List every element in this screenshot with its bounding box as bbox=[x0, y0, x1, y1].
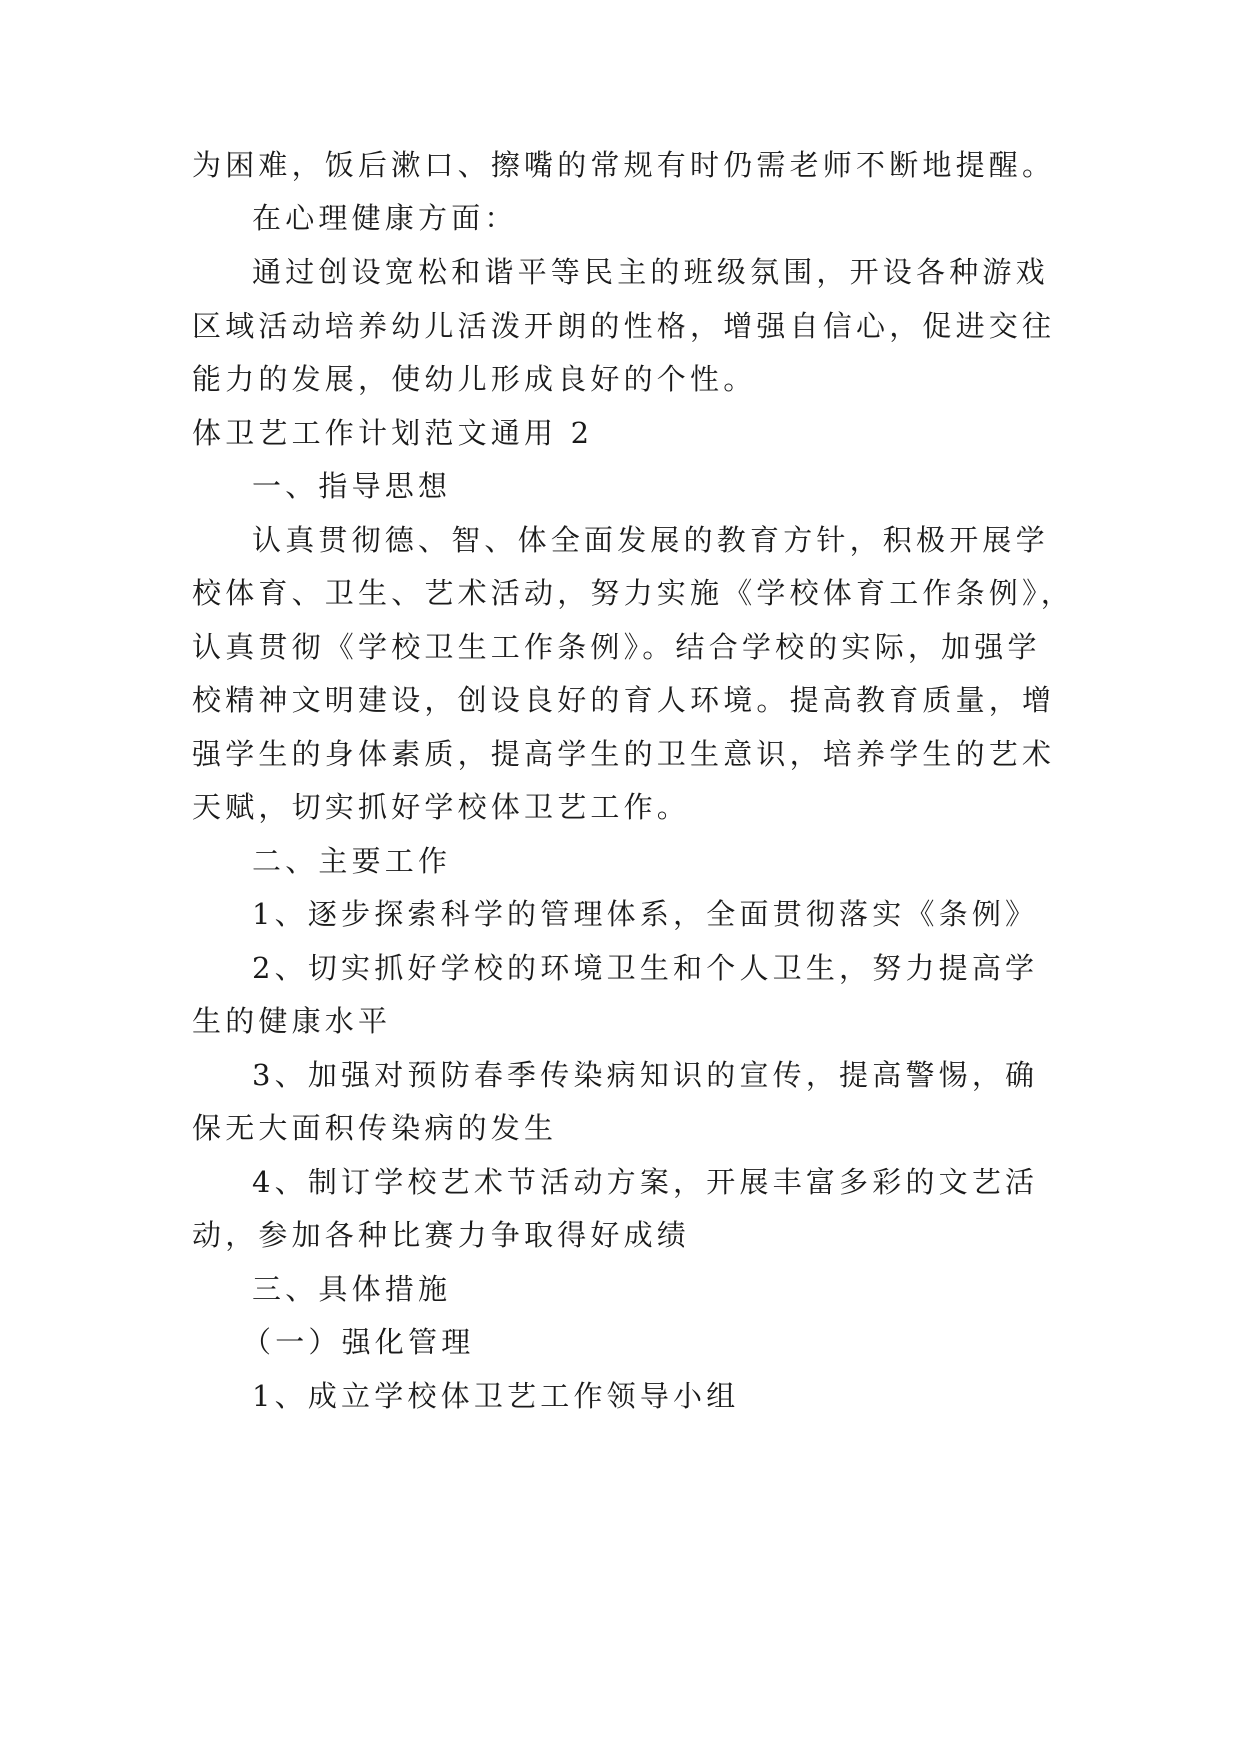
heading-specific-measures: 三、具体措施 bbox=[252, 1272, 452, 1306]
list-item: 1、成立学校体卫艺工作领导小组 bbox=[252, 1379, 740, 1413]
heading-main-work: 二、主要工作 bbox=[252, 844, 452, 878]
paragraph-line: 为困难，饭后漱口、擦嘴的常规有时仍需老师不断地提醒。 bbox=[192, 148, 1056, 182]
document-title: 体卫艺工作计划范文通用 2 bbox=[192, 416, 594, 450]
list-item: 1、逐步探索科学的管理体系，全面贯彻落实《条例》 bbox=[252, 897, 1039, 931]
subheading-strengthen-management: （一）强化管理 bbox=[242, 1325, 475, 1359]
list-item-continuation: 生的健康水平 bbox=[192, 1004, 392, 1038]
heading-guiding-thought: 一、指导思想 bbox=[252, 469, 452, 503]
list-item: 4、制订学校艺术节活动方案，开展丰富多彩的文艺活 bbox=[252, 1165, 1039, 1199]
paragraph-line: 认真贯彻《学校卫生工作条例》。结合学校的实际，加强学 bbox=[192, 630, 1041, 664]
section-label: 在心理健康方面： bbox=[252, 201, 518, 235]
list-item: 3、加强对预防春季传染病知识的宣传，提高警惕，确 bbox=[252, 1058, 1039, 1092]
list-item: 2、切实抓好学校的环境卫生和个人卫生，努力提高学 bbox=[252, 951, 1039, 985]
paragraph-line: 校精神文明建设，创设良好的育人环境。提高教育质量，增 bbox=[192, 683, 1056, 717]
paragraph-line: 天赋，切实抓好学校体卫艺工作。 bbox=[192, 790, 691, 824]
paragraph-line: 通过创设宽松和谐平等民主的班级氛围，开设各种游戏 bbox=[252, 255, 1049, 289]
paragraph-line: 校体育、卫生、艺术活动，努力实施《学校体育工作条例》， bbox=[192, 576, 1074, 610]
list-item-continuation: 保无大面积传染病的发生 bbox=[192, 1111, 558, 1145]
list-item-continuation: 动，参加各种比赛力争取得好成绩 bbox=[192, 1218, 691, 1252]
paragraph-line: 强学生的身体素质，提高学生的卫生意识，培养学生的艺术 bbox=[192, 737, 1056, 771]
paragraph-line: 认真贯彻德、智、体全面发展的教育方针，积极开展学 bbox=[252, 523, 1049, 557]
paragraph-line: 能力的发展，使幼儿形成良好的个性。 bbox=[192, 362, 757, 396]
paragraph-line: 区域活动培养幼儿活泼开朗的性格，增强自信心，促进交往 bbox=[192, 309, 1056, 343]
